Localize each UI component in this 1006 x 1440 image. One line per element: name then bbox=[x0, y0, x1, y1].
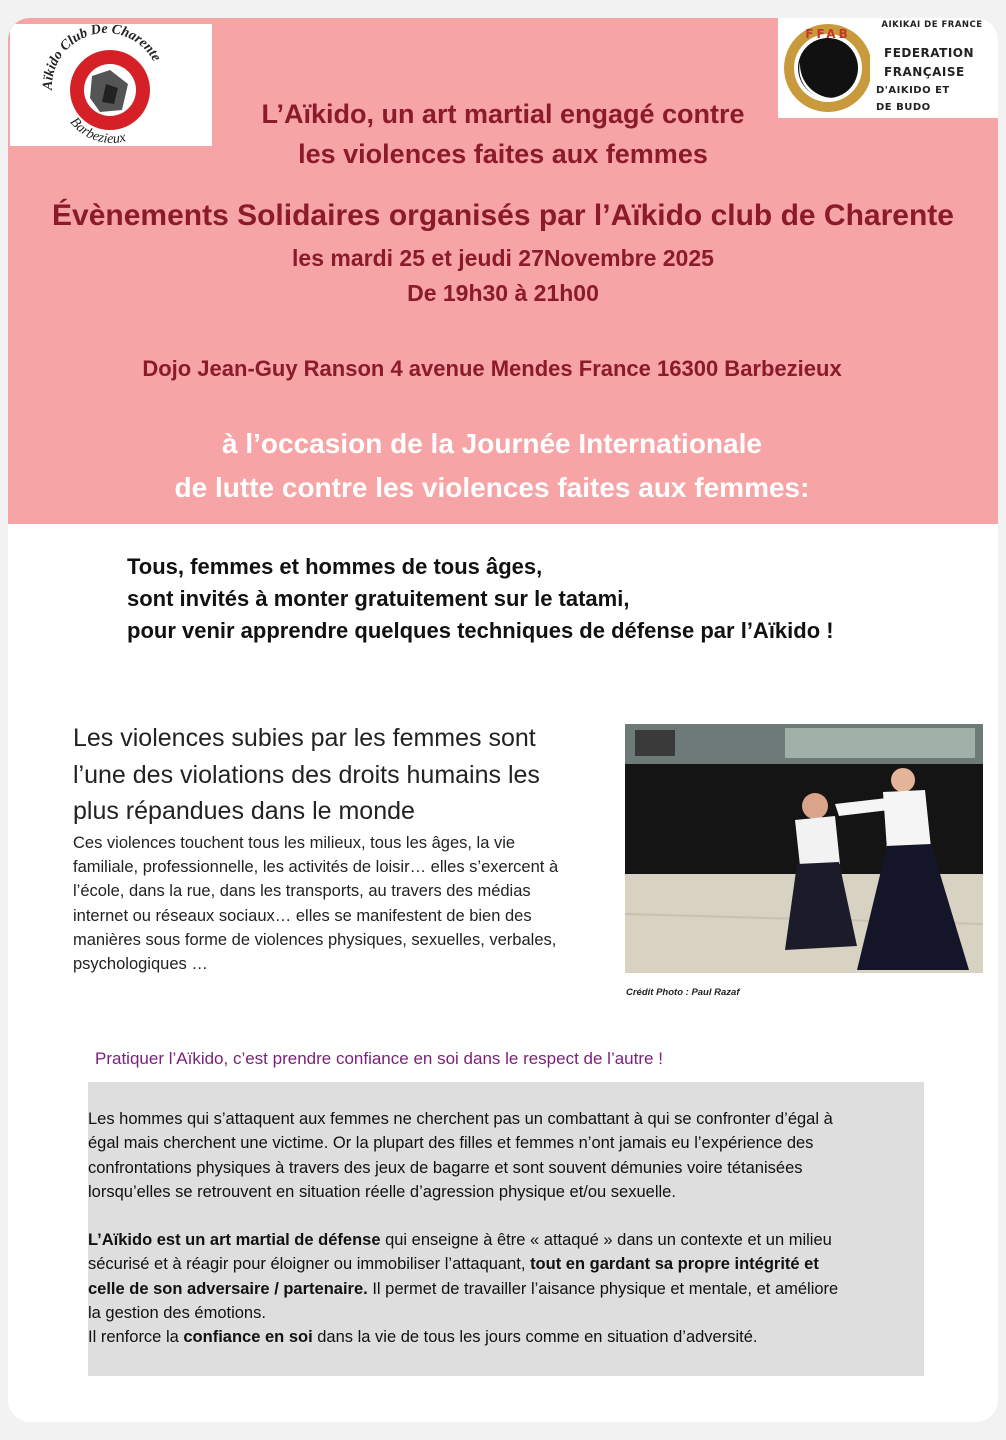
violence-heading-line-3: plus répandues dans le monde bbox=[73, 797, 415, 825]
event-dates: les mardi 25 et jeudi 27Novembre 2025 bbox=[292, 245, 714, 271]
occasion-line-1: à l’occasion de la Journée Internationale bbox=[222, 428, 762, 459]
ffab-line-4: DE BUDO bbox=[876, 102, 931, 113]
violence-body-line: psychologiques … bbox=[73, 955, 208, 974]
man-gi bbox=[795, 816, 840, 866]
info-p2-bold-3: celle de son adversaire / partenaire. bbox=[88, 1279, 368, 1298]
ffab-line-1: FEDERATION bbox=[884, 46, 975, 60]
photo-windows bbox=[785, 728, 975, 758]
event-hours: De 19h30 à 21h00 bbox=[407, 280, 599, 306]
info-p2-bold-2: tout en gardant sa propre intégrité et bbox=[530, 1255, 819, 1274]
violence-heading-line-2: l’une des violations des droits humains les bbox=[73, 760, 540, 789]
ffab-black-disc bbox=[798, 38, 858, 98]
violence-body-line: internet ou réseaux sociaux… elles se manifestent de bien des bbox=[73, 906, 532, 925]
invite-line-3: pour venir apprendre quelques techniques de défense par l’Aïkido ! bbox=[127, 618, 834, 643]
violence-heading bbox=[73, 720, 613, 830]
man-head bbox=[802, 793, 828, 819]
title-line-1: L’Aïkido, un art martial engagé contre bbox=[261, 99, 745, 129]
info-p3-bold: confiance en soi bbox=[183, 1328, 313, 1347]
info-p1-line: confrontations physiques à travers des jeux de bagarre et sont souvent démunies voire tétanisées bbox=[88, 1158, 803, 1177]
woman-head bbox=[891, 768, 915, 792]
info-p2-text-4: la gestion des émotions. bbox=[88, 1303, 266, 1322]
tagline: Pratiquer l’Aïkido, c’est prendre confiance en soi dans le respect de l’autre ! bbox=[95, 1049, 663, 1068]
info-p3-text-1: Il renforce la bbox=[88, 1328, 184, 1347]
woman-gi bbox=[883, 790, 931, 850]
info-p1-line: lorsqu’elles se retrouvent en situation réelle d’agression physique et/ou sexuelle. bbox=[88, 1182, 676, 1201]
info-p1-line: Les hommes qui s’attaquent aux femmes ne cherchent pas un combattant à qui se confronter d’égal à bbox=[88, 1110, 833, 1128]
info-p3-text-2: dans la vie de tous les jours comme en situation d’adversité. bbox=[312, 1328, 758, 1347]
violence-body-line: l’école, dans la rue, dans les transports, au travers des médias bbox=[73, 882, 531, 901]
violence-heading-line-1: Les violences subies par les femmes sont bbox=[73, 724, 536, 752]
ffab-line-3: D'AIKIDO ET bbox=[876, 85, 950, 96]
club-logo-bottom-text: Barbezieux bbox=[66, 114, 128, 146]
info-p2-line-1 bbox=[88, 1228, 924, 1252]
flyer-page bbox=[8, 18, 998, 1422]
header-banner bbox=[8, 18, 998, 524]
invite-line-1: Tous, femmes et hommes de tous âges, bbox=[127, 554, 543, 579]
photo-frames bbox=[635, 730, 675, 756]
aikikai-label: AIKIKAI DE FRANCE bbox=[881, 20, 983, 30]
aikido-photo-scene bbox=[625, 724, 983, 973]
violence-body-line: Ces violences touchent tous les milieux, tous les âges, la vie bbox=[73, 834, 516, 852]
occasion-line-2: de lutte contre les violences faites aux femmes: bbox=[174, 472, 810, 503]
info-p1-line: égal mais cherchent une victime. Or la plupart des filles et femmes n’ont jamais eu l’expérience des bbox=[88, 1134, 814, 1153]
info-p2-text-2: sécurisé et à réagir pour éloigner ou immobiliser l’attaquant, bbox=[88, 1255, 531, 1274]
violence-body-line: manières sous forme de violences physiques, sexuelles, verbales, bbox=[73, 930, 557, 949]
info-p2-line-3 bbox=[88, 1277, 924, 1301]
club-logo-ring-text: Aïkido Club De Charente bbox=[40, 24, 164, 91]
violence-body-line: familiale, professionnelle, les activités de loisir… elles s’exercent à bbox=[73, 858, 559, 877]
event-address: Dojo Jean-Guy Ranson 4 avenue Mendes France 16300 Barbezieux bbox=[142, 356, 842, 381]
events-title: Évènements Solidaires organisés par l’Aïkido club de Charente bbox=[52, 199, 954, 232]
info-p2-bold-1: L’Aïkido est un art martial de défense bbox=[88, 1231, 381, 1249]
invite-line-2: sont invités à monter gratuitement sur le tatami, bbox=[127, 586, 630, 611]
info-p2-text-1: qui enseigne à être « attaqué » dans un contexte et un milieu bbox=[380, 1231, 832, 1249]
ffab-badge: FFAB bbox=[805, 27, 851, 41]
title-line-2: les violences faites aux femmes bbox=[298, 139, 708, 169]
ffab-line-2: FRANÇAISE bbox=[884, 65, 965, 79]
aikido-photo bbox=[625, 724, 983, 973]
info-p3-line bbox=[88, 1325, 924, 1349]
info-p2-text-3: Il permet de travailler l’aisance physique et mentale, et améliore bbox=[367, 1279, 839, 1298]
info-paragraph-1 bbox=[88, 1107, 924, 1204]
photo-credit: Crédit Photo : Paul Razaf bbox=[626, 987, 740, 998]
violence-paragraph bbox=[73, 831, 633, 976]
info-paragraph-2 bbox=[88, 1228, 924, 1349]
info-p2-line-2 bbox=[88, 1252, 924, 1276]
